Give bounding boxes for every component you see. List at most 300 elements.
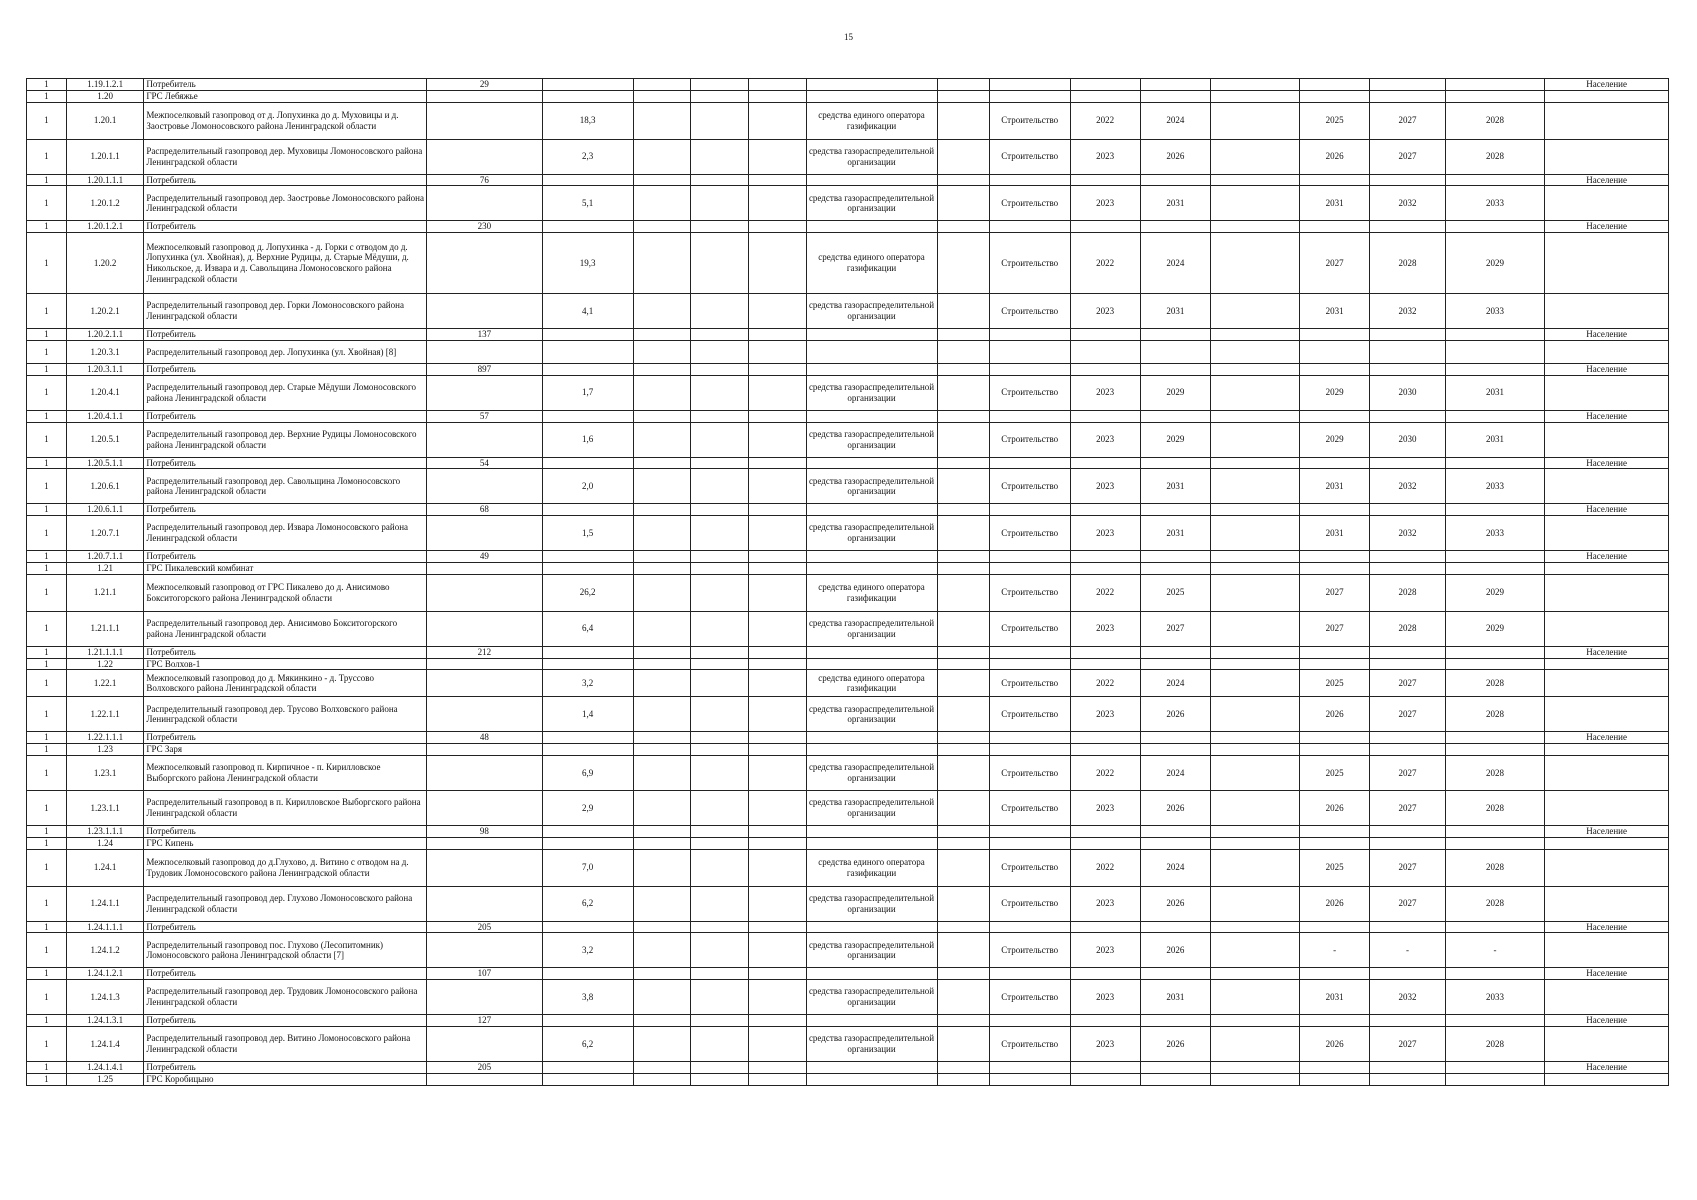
empty-cell	[691, 340, 749, 363]
empty-cell	[691, 574, 749, 611]
row-index-cell: 1	[27, 457, 67, 469]
empty-cell	[1210, 825, 1299, 837]
empty-cell	[937, 837, 989, 849]
row-index-cell: 1	[27, 980, 67, 1015]
empty-cell	[1210, 744, 1299, 756]
funding-source-cell: средства газораспределительной организации	[806, 755, 937, 790]
year-start-cell	[1070, 340, 1140, 363]
empty-cell	[1210, 849, 1299, 886]
funding-source-cell: средства газораспределительной организации	[806, 611, 937, 646]
year-start-cell	[1070, 732, 1140, 744]
consumers-cell	[427, 1026, 542, 1061]
length-cell	[542, 732, 633, 744]
consumers-cell	[427, 980, 542, 1015]
empty-cell	[937, 921, 989, 933]
item-name-cell: Распределительный газопровод дер. Глухово Ломоносовского района Ленинградской области	[144, 886, 427, 921]
table-row	[27, 825, 1669, 837]
funding-source-cell	[806, 1073, 937, 1085]
empty-cell	[691, 980, 749, 1015]
year-start-cell: 2022	[1070, 755, 1140, 790]
empty-cell	[748, 1073, 806, 1085]
year-4-cell	[1370, 90, 1445, 102]
funding-source-cell	[806, 340, 937, 363]
consumer-category-cell: Население	[1545, 504, 1669, 516]
table-row	[27, 790, 1669, 825]
consumer-category-cell	[1545, 933, 1669, 968]
empty-cell	[937, 744, 989, 756]
empty-cell	[748, 574, 806, 611]
empty-cell	[937, 933, 989, 968]
year-4-cell: 2027	[1370, 670, 1445, 697]
item-number-cell: 1.21.1.1.1	[66, 646, 144, 658]
consumers-cell	[427, 562, 542, 574]
item-number-cell: 1.20.5.1.1	[66, 457, 144, 469]
item-name-cell: Распределительный газопровод дер. Муховицы Ломоносовского района Ленинградской области	[144, 139, 427, 174]
empty-cell	[748, 221, 806, 233]
year-end-cell: 2026	[1140, 139, 1210, 174]
work-type-cell	[989, 1061, 1070, 1073]
empty-cell	[937, 1015, 989, 1027]
empty-cell	[1210, 233, 1299, 294]
empty-cell	[1210, 732, 1299, 744]
table-row	[27, 1026, 1669, 1061]
funding-source-cell	[806, 921, 937, 933]
consumers-cell	[427, 375, 542, 410]
empty-cell	[1210, 658, 1299, 670]
item-number-cell: 1.20	[66, 90, 144, 102]
item-number-cell: 1.22.1.1	[66, 697, 144, 732]
work-type-cell: Строительство	[989, 670, 1070, 697]
item-name-cell: Потребитель	[144, 79, 427, 91]
row-index-cell: 1	[27, 933, 67, 968]
empty-cell	[691, 174, 749, 186]
year-end-cell: 2024	[1140, 755, 1210, 790]
year-end-cell	[1140, 1015, 1210, 1027]
empty-cell	[748, 825, 806, 837]
empty-cell	[691, 186, 749, 221]
year-5-cell	[1445, 646, 1545, 658]
work-type-cell: Строительство	[989, 574, 1070, 611]
year-4-cell: 2030	[1370, 422, 1445, 457]
year-5-cell: 2028	[1445, 1026, 1545, 1061]
year-4-cell: 2028	[1370, 574, 1445, 611]
consumers-cell	[427, 516, 542, 551]
item-name-cell: Межпоселковый газопровод д. Лопухинка - д. Горки с отводом до д. Лопухинка (ул. Хвойная), д. Верхние Рудицы, д. Старые Мёдуши, д. Никольское, д. Извара и д. Савольщина Ломоносовского района Ленинградской области	[144, 233, 427, 294]
row-index-cell: 1	[27, 1015, 67, 1027]
table-row	[27, 837, 1669, 849]
consumer-category-cell	[1545, 562, 1669, 574]
year-5-cell	[1445, 658, 1545, 670]
table-row	[27, 658, 1669, 670]
consumer-category-cell: Население	[1545, 221, 1669, 233]
table-row	[27, 186, 1669, 221]
row-index-cell: 1	[27, 1061, 67, 1073]
empty-cell	[633, 516, 691, 551]
empty-cell	[691, 221, 749, 233]
item-name-cell: Межпоселковый газопровод до д. Мякинкино - д. Труссово Волховского района Ленинградской области	[144, 670, 427, 697]
year-4-cell	[1370, 1061, 1445, 1073]
empty-cell	[937, 422, 989, 457]
length-cell: 19,3	[542, 233, 633, 294]
item-name-cell: ГРС Волхов-1	[144, 658, 427, 670]
empty-cell	[1210, 551, 1299, 563]
length-cell	[542, 410, 633, 422]
year-start-cell: 2023	[1070, 294, 1140, 329]
empty-cell	[937, 90, 989, 102]
empty-cell	[937, 363, 989, 375]
empty-cell	[1210, 646, 1299, 658]
consumer-category-cell: Население	[1545, 732, 1669, 744]
work-type-cell	[989, 363, 1070, 375]
empty-cell	[691, 504, 749, 516]
funding-source-cell	[806, 658, 937, 670]
year-end-cell	[1140, 340, 1210, 363]
year-5-cell	[1445, 79, 1545, 91]
consumer-category-cell	[1545, 790, 1669, 825]
empty-cell	[748, 457, 806, 469]
year-4-cell: 2027	[1370, 755, 1445, 790]
consumer-category-cell	[1545, 139, 1669, 174]
row-index-cell: 1	[27, 697, 67, 732]
consumer-category-cell	[1545, 670, 1669, 697]
item-name-cell: Межпоселковый газопровод от д. Лопухинка до д. Муховицы и д. Заостровье Ломоносовского района Ленинградской области	[144, 102, 427, 139]
length-cell: 18,3	[542, 102, 633, 139]
year-end-cell	[1140, 457, 1210, 469]
table-row	[27, 646, 1669, 658]
work-type-cell: Строительство	[989, 469, 1070, 504]
empty-cell	[633, 504, 691, 516]
year-4-cell: 2032	[1370, 516, 1445, 551]
empty-cell	[748, 90, 806, 102]
item-number-cell: 1.21.1.1	[66, 611, 144, 646]
work-type-cell: Строительство	[989, 849, 1070, 886]
year-4-cell	[1370, 732, 1445, 744]
year-3-cell	[1300, 1073, 1370, 1085]
empty-cell	[937, 697, 989, 732]
empty-cell	[748, 837, 806, 849]
empty-cell	[748, 410, 806, 422]
funding-source-cell: средства газораспределительной организации	[806, 886, 937, 921]
empty-cell	[748, 849, 806, 886]
item-number-cell: 1.24.1.1.1	[66, 921, 144, 933]
year-end-cell: 2026	[1140, 790, 1210, 825]
item-number-cell: 1.21	[66, 562, 144, 574]
consumers-cell	[427, 422, 542, 457]
consumer-category-cell	[1545, 340, 1669, 363]
item-number-cell: 1.22.1	[66, 670, 144, 697]
consumer-category-cell	[1545, 375, 1669, 410]
table-row	[27, 562, 1669, 574]
item-name-cell: ГРС Заря	[144, 744, 427, 756]
length-cell: 6,2	[542, 1026, 633, 1061]
work-type-cell: Строительство	[989, 886, 1070, 921]
empty-cell	[633, 1061, 691, 1073]
empty-cell	[633, 790, 691, 825]
table-row	[27, 968, 1669, 980]
item-number-cell: 1.23	[66, 744, 144, 756]
work-type-cell	[989, 340, 1070, 363]
empty-cell	[748, 294, 806, 329]
length-cell	[542, 562, 633, 574]
year-4-cell: 2028	[1370, 611, 1445, 646]
work-type-cell: Строительство	[989, 422, 1070, 457]
year-end-cell	[1140, 744, 1210, 756]
year-start-cell	[1070, 457, 1140, 469]
row-index-cell: 1	[27, 670, 67, 697]
item-name-cell: ГРС Лебяжье	[144, 90, 427, 102]
empty-cell	[633, 1026, 691, 1061]
row-index-cell: 1	[27, 732, 67, 744]
row-index-cell: 1	[27, 294, 67, 329]
year-3-cell	[1300, 340, 1370, 363]
table-row	[27, 611, 1669, 646]
consumers-cell	[427, 849, 542, 886]
empty-cell	[937, 562, 989, 574]
row-index-cell: 1	[27, 329, 67, 341]
empty-cell	[633, 744, 691, 756]
year-4-cell	[1370, 1073, 1445, 1085]
length-cell	[542, 221, 633, 233]
table-row	[27, 1015, 1669, 1027]
year-3-cell: 2027	[1300, 611, 1370, 646]
year-end-cell	[1140, 825, 1210, 837]
empty-cell	[1210, 790, 1299, 825]
empty-cell	[748, 562, 806, 574]
consumers-cell: 48	[427, 732, 542, 744]
funding-source-cell: средства газораспределительной организации	[806, 294, 937, 329]
empty-cell	[633, 837, 691, 849]
year-end-cell	[1140, 562, 1210, 574]
year-3-cell	[1300, 562, 1370, 574]
year-end-cell: 2029	[1140, 375, 1210, 410]
year-start-cell: 2022	[1070, 849, 1140, 886]
row-index-cell: 1	[27, 139, 67, 174]
item-number-cell: 1.20.2	[66, 233, 144, 294]
table-row	[27, 1073, 1669, 1085]
empty-cell	[748, 102, 806, 139]
work-type-cell	[989, 732, 1070, 744]
empty-cell	[691, 410, 749, 422]
year-end-cell: 2031	[1140, 980, 1210, 1015]
length-cell	[542, 329, 633, 341]
item-name-cell: Распределительный газопровод дер. Трусово Волховского района Ленинградской области	[144, 697, 427, 732]
year-4-cell	[1370, 174, 1445, 186]
year-3-cell: 2025	[1300, 755, 1370, 790]
year-5-cell	[1445, 410, 1545, 422]
item-number-cell: 1.22	[66, 658, 144, 670]
consumer-category-cell	[1545, 574, 1669, 611]
consumers-cell	[427, 102, 542, 139]
consumer-category-cell	[1545, 90, 1669, 102]
item-name-cell: Потребитель	[144, 921, 427, 933]
year-4-cell	[1370, 921, 1445, 933]
empty-cell	[748, 1061, 806, 1073]
year-start-cell	[1070, 363, 1140, 375]
year-4-cell: 2027	[1370, 139, 1445, 174]
empty-cell	[937, 221, 989, 233]
empty-cell	[691, 790, 749, 825]
year-3-cell: 2029	[1300, 375, 1370, 410]
row-index-cell: 1	[27, 233, 67, 294]
empty-cell	[748, 732, 806, 744]
item-name-cell: Распределительный газопровод дер. Извара Ломоносовского района Ленинградской области	[144, 516, 427, 551]
item-number-cell: 1.24.1.4	[66, 1026, 144, 1061]
empty-cell	[937, 968, 989, 980]
funding-source-cell	[806, 329, 937, 341]
year-3-cell: 2026	[1300, 790, 1370, 825]
year-3-cell	[1300, 1061, 1370, 1073]
row-index-cell: 1	[27, 174, 67, 186]
empty-cell	[937, 1073, 989, 1085]
consumers-cell	[427, 294, 542, 329]
empty-cell	[691, 921, 749, 933]
year-3-cell: 2026	[1300, 139, 1370, 174]
year-5-cell	[1445, 329, 1545, 341]
year-4-cell: 2027	[1370, 1026, 1445, 1061]
empty-cell	[691, 422, 749, 457]
empty-cell	[1210, 340, 1299, 363]
empty-cell	[937, 646, 989, 658]
consumer-category-cell	[1545, 849, 1669, 886]
work-type-cell: Строительство	[989, 139, 1070, 174]
empty-cell	[691, 825, 749, 837]
length-cell: 1,7	[542, 375, 633, 410]
year-start-cell	[1070, 1073, 1140, 1085]
year-start-cell	[1070, 504, 1140, 516]
year-3-cell	[1300, 79, 1370, 91]
work-type-cell	[989, 410, 1070, 422]
empty-cell	[1210, 968, 1299, 980]
year-3-cell: 2031	[1300, 516, 1370, 551]
year-5-cell: 2028	[1445, 790, 1545, 825]
year-5-cell	[1445, 825, 1545, 837]
year-4-cell: 2027	[1370, 849, 1445, 886]
consumers-cell: 49	[427, 551, 542, 563]
item-number-cell: 1.20.1.1.1	[66, 174, 144, 186]
consumers-cell: 212	[427, 646, 542, 658]
consumers-cell: 137	[427, 329, 542, 341]
item-number-cell: 1.24.1.4.1	[66, 1061, 144, 1073]
consumers-cell	[427, 755, 542, 790]
empty-cell	[748, 139, 806, 174]
item-name-cell: Потребитель	[144, 363, 427, 375]
empty-cell	[748, 980, 806, 1015]
empty-cell	[691, 294, 749, 329]
funding-source-cell	[806, 646, 937, 658]
empty-cell	[633, 551, 691, 563]
year-3-cell: 2025	[1300, 849, 1370, 886]
year-5-cell	[1445, 837, 1545, 849]
year-4-cell: 2032	[1370, 980, 1445, 1015]
empty-cell	[633, 79, 691, 91]
work-type-cell: Строительство	[989, 755, 1070, 790]
item-name-cell: Межпоселковый газопровод от ГРС Пикалево до д. Анисимово Бокситогорского района Ленинградской области	[144, 574, 427, 611]
year-end-cell: 2025	[1140, 574, 1210, 611]
year-5-cell: 2028	[1445, 139, 1545, 174]
year-5-cell	[1445, 340, 1545, 363]
empty-cell	[691, 469, 749, 504]
year-end-cell	[1140, 410, 1210, 422]
funding-source-cell	[806, 837, 937, 849]
empty-cell	[633, 221, 691, 233]
consumers-cell: 205	[427, 1061, 542, 1073]
work-type-cell	[989, 457, 1070, 469]
length-cell	[542, 646, 633, 658]
year-3-cell	[1300, 329, 1370, 341]
year-4-cell	[1370, 79, 1445, 91]
consumer-category-cell: Население	[1545, 79, 1669, 91]
year-5-cell: 2029	[1445, 611, 1545, 646]
item-number-cell: 1.20.3.1.1	[66, 363, 144, 375]
empty-cell	[691, 1015, 749, 1027]
empty-cell	[748, 697, 806, 732]
year-start-cell	[1070, 1015, 1140, 1027]
year-4-cell	[1370, 658, 1445, 670]
empty-cell	[1210, 1061, 1299, 1073]
year-3-cell	[1300, 837, 1370, 849]
year-end-cell	[1140, 174, 1210, 186]
empty-cell	[1210, 611, 1299, 646]
empty-cell	[937, 375, 989, 410]
empty-cell	[748, 469, 806, 504]
length-cell	[542, 90, 633, 102]
year-start-cell: 2022	[1070, 574, 1140, 611]
length-cell: 3,8	[542, 980, 633, 1015]
consumers-cell	[427, 697, 542, 732]
year-end-cell: 2026	[1140, 886, 1210, 921]
consumer-category-cell: Население	[1545, 174, 1669, 186]
empty-cell	[748, 790, 806, 825]
empty-cell	[633, 933, 691, 968]
year-4-cell	[1370, 825, 1445, 837]
empty-cell	[691, 611, 749, 646]
empty-cell	[937, 574, 989, 611]
year-4-cell	[1370, 968, 1445, 980]
year-3-cell: 2031	[1300, 469, 1370, 504]
funding-source-cell	[806, 1061, 937, 1073]
work-type-cell	[989, 504, 1070, 516]
empty-cell	[691, 933, 749, 968]
empty-cell	[1210, 174, 1299, 186]
empty-cell	[937, 102, 989, 139]
funding-source-cell: средства газораспределительной организации	[806, 980, 937, 1015]
empty-cell	[1210, 837, 1299, 849]
row-index-cell: 1	[27, 921, 67, 933]
empty-cell	[748, 174, 806, 186]
consumer-category-cell: Население	[1545, 646, 1669, 658]
item-name-cell: Потребитель	[144, 646, 427, 658]
funding-source-cell	[806, 562, 937, 574]
funding-source-cell: средства газораспределительной организации	[806, 186, 937, 221]
empty-cell	[1210, 79, 1299, 91]
empty-cell	[691, 375, 749, 410]
year-start-cell	[1070, 921, 1140, 933]
empty-cell	[633, 174, 691, 186]
consumer-category-cell: Население	[1545, 410, 1669, 422]
row-index-cell: 1	[27, 102, 67, 139]
empty-cell	[633, 422, 691, 457]
empty-cell	[633, 968, 691, 980]
length-cell: 4,1	[542, 294, 633, 329]
empty-cell	[937, 294, 989, 329]
empty-cell	[748, 422, 806, 457]
empty-cell	[937, 186, 989, 221]
table-row	[27, 469, 1669, 504]
year-start-cell: 2022	[1070, 233, 1140, 294]
row-index-cell: 1	[27, 221, 67, 233]
item-number-cell: 1.20.2.1.1	[66, 329, 144, 341]
year-end-cell: 2029	[1140, 422, 1210, 457]
